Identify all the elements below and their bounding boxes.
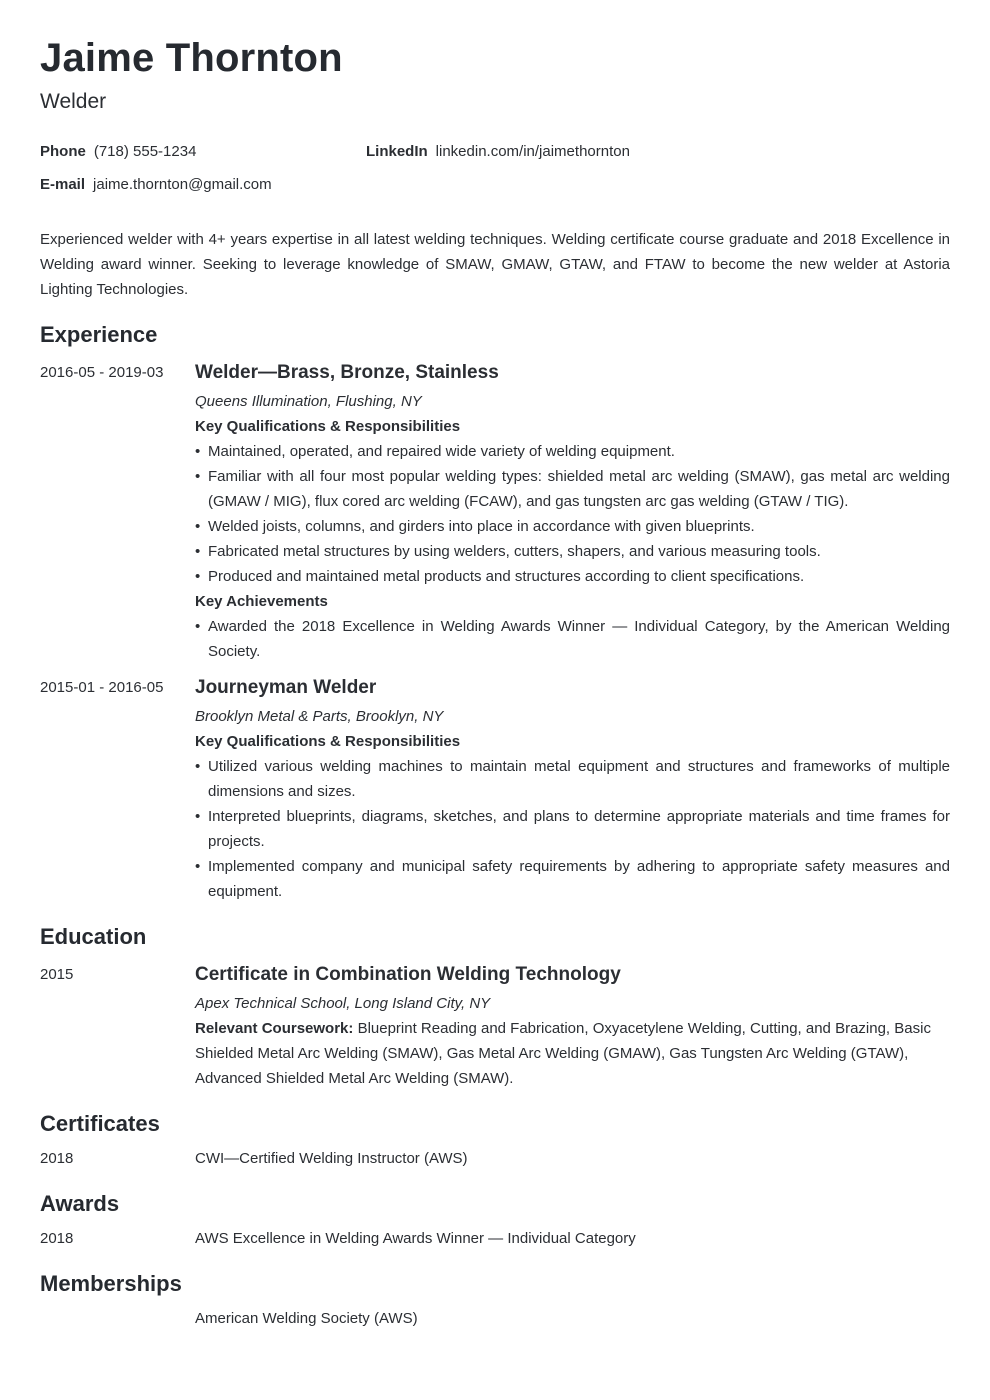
coursework-label: Relevant Coursework: bbox=[195, 1020, 354, 1037]
coursework bbox=[195, 1016, 950, 1091]
qualifications-list bbox=[195, 754, 950, 904]
list-item: • Fabricated metal structures by using welders, cutters, shapers, and various measuring tools. bbox=[195, 539, 950, 564]
email-value: jaime.thornton@gmail.com bbox=[93, 176, 272, 193]
achievements-heading: Key Achievements bbox=[195, 593, 328, 610]
job-dates: 2015-01 - 2016-05 bbox=[40, 679, 164, 696]
job-role: Welder—Brass, Bronze, Stainless bbox=[195, 362, 499, 383]
job-body bbox=[195, 675, 950, 904]
list-item: • Familiar with all four most popular welding types: shielded metal arc welding (SMAW), gas metal arc welding (GMAW / MIG), flux cored arc welding (FCAW), and gas tungsten arc gas welding (GTAW / TIG). bbox=[195, 464, 950, 514]
education-heading: Education bbox=[40, 924, 147, 949]
list-item: • Utilized various welding machines to maintain metal equipment and structures and frameworks of multiple dimensions and sizes. bbox=[195, 754, 950, 804]
summary: Experienced welder with 4+ years expertise in all latest welding techniques. Welding certificate course graduate and 2018 Excellence in Welding award winner. Seeking to leverage knowledge of SMAW, GMAW, GTAW, and FTAW to become the new welder at Astoria Lighting Technologies. bbox=[40, 231, 950, 298]
job-body bbox=[195, 360, 950, 664]
job-role: Journeyman Welder bbox=[195, 677, 377, 698]
memberships-heading: Memberships bbox=[40, 1271, 182, 1296]
certificates-heading: Certificates bbox=[40, 1111, 160, 1136]
phone-value: (718) 555-1234 bbox=[93, 143, 197, 160]
job-dates: 2016-05 - 2019-03 bbox=[40, 364, 164, 381]
certificate-text: CWI—Certified Welding Instructor (AWS) bbox=[195, 1150, 468, 1167]
linkedin-value: linkedin.com/in/jaimethornton bbox=[435, 143, 630, 160]
list-item: • Interpreted blueprints, diagrams, sketches, and plans to determine appropriate materials and time frames for projects. bbox=[195, 804, 950, 854]
achievements-list bbox=[195, 614, 950, 664]
list-item: • Maintained, operated, and repaired wide variety of welding equipment. bbox=[195, 439, 950, 464]
job-company: Queens Illumination, Flushing, NY bbox=[195, 393, 422, 410]
coursework-text: Blueprint Reading and Fabrication, Oxyacetylene Welding, Cutting, and Brazing, Basic Shielded Metal Arc Welding (SMAW), Gas Metal Arc Welding (GMAW), Gas Tungsten Arc Welding (GTAW), Advanced Shielded Metal Arc Welding (SMAW). bbox=[195, 1020, 931, 1087]
contact-phone bbox=[40, 143, 196, 160]
membership-text: American Welding Society (AWS) bbox=[195, 1310, 418, 1327]
education-year: 2015 bbox=[40, 966, 74, 983]
list-item: • Awarded the 2018 Excellence in Welding Awards Winner — Individual Category, by the American Welding Society. bbox=[195, 614, 950, 664]
list-item: • Produced and maintained metal products and structures according to client specifications. bbox=[195, 564, 950, 589]
list-item: • Implemented company and municipal safety requirements by adhering to appropriate safety measures and equipment. bbox=[195, 854, 950, 904]
experience-heading: Experience bbox=[40, 322, 158, 347]
contact-email bbox=[40, 176, 272, 193]
award-text: AWS Excellence in Welding Awards Winner — Individual Category bbox=[195, 1230, 636, 1247]
qualifications-heading: Key Qualifications & Responsibilities bbox=[195, 733, 461, 750]
job-company: Brooklyn Metal & Parts, Brooklyn, NY bbox=[195, 708, 444, 725]
contact-linkedin bbox=[366, 143, 630, 160]
school: Apex Technical School, Long Island City, NY bbox=[195, 995, 491, 1012]
education-body bbox=[195, 962, 950, 1091]
certificate-year: 2018 bbox=[40, 1150, 74, 1167]
awards-heading: Awards bbox=[40, 1191, 120, 1216]
email-label: E-mail bbox=[40, 176, 86, 193]
award-year: 2018 bbox=[40, 1230, 74, 1247]
qualifications-list bbox=[195, 439, 950, 589]
candidate-title: Welder bbox=[40, 90, 107, 113]
degree: Certificate in Combination Welding Technology bbox=[195, 964, 621, 985]
linkedin-label: LinkedIn bbox=[366, 143, 428, 160]
candidate-name: Jaime Thornton bbox=[40, 36, 343, 80]
qualifications-heading: Key Qualifications & Responsibilities bbox=[195, 418, 461, 435]
phone-label: Phone bbox=[40, 143, 86, 160]
list-item: • Welded joists, columns, and girders into place in accordance with given blueprints. bbox=[195, 514, 950, 539]
